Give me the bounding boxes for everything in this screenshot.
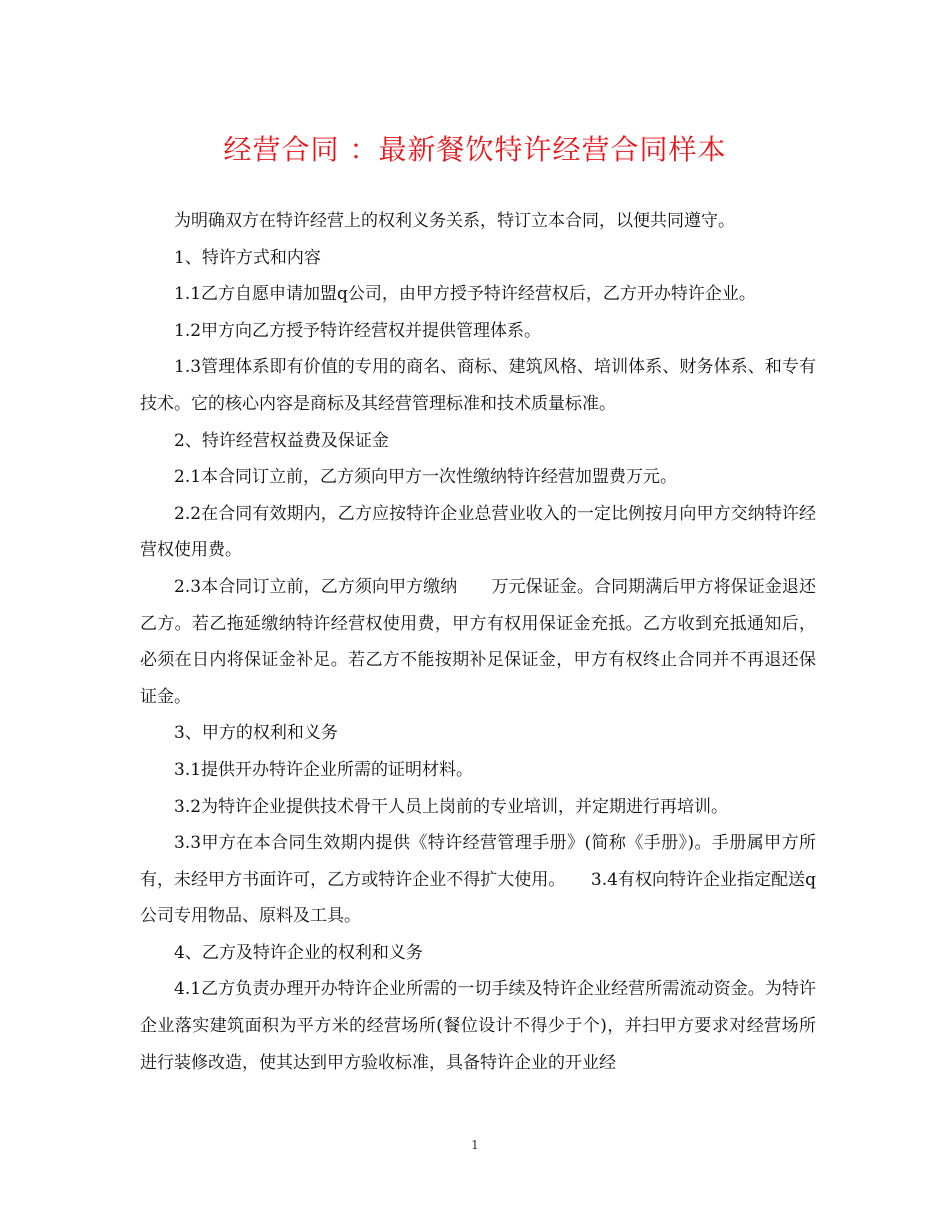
paragraph: 1.3管理体系即有价值的专用的商名、商标、建筑风格、培训体系、财务体系、和专有技术。它的核心内容是商标及其经营管理标准和技术质量标准。 bbox=[140, 357, 816, 414]
paragraph: 3.2为特许企业提供技术骨干人员上岗前的专业培训，并定期进行再培训。 bbox=[174, 796, 729, 817]
paragraph: 2.3本合同订立前，乙方须向甲方缴纳 万元保证金。合同期满后甲方将保证金退还乙方。若乙拖延缴纳特许经营权使用费，甲方有权用保证金充抵。乙方收到充抵通知后，必须在日内将保证金补足。若乙方不能按期补足保证金，甲方有权终止合同并不再退还保证金。 bbox=[140, 576, 816, 707]
section-heading: 3、甲方的权利和义务 bbox=[174, 723, 338, 744]
paragraph: 2.1本合同订立前，乙方须向甲方一次性缴纳特许经营加盟费万元。 bbox=[174, 467, 678, 488]
paragraph: 3.3甲方在本合同生效期内提供《特许经营管理手册》(简称《手册》)。手册属甲方所有，未经甲方书面许可，乙方或特许企业不得扩大使用。 3.4有权向特许企业指定配送q公司专用物品、原料及工具。 bbox=[140, 833, 816, 927]
paragraph: 1.1乙方自愿申请加盟q公司，由甲方授予特许经营权后，乙方开办特许企业。 bbox=[174, 284, 756, 305]
section-heading: 1、特许方式和内容 bbox=[174, 247, 321, 268]
paragraph: 3.1提供开办特许企业所需的证明材料。 bbox=[174, 759, 474, 780]
paragraph: 为明确双方在特许经营上的权利义务关系，特订立本合同，以便共同遵守。 bbox=[174, 211, 735, 231]
document-title: 经营合同 ：最新餐饮特许经营合同样本 bbox=[223, 133, 727, 166]
paragraph: 2.2在合同有效期内，乙方应按特许企业总营业收入的一定比例按月向甲方交纳特许经营权使用费。 bbox=[140, 503, 816, 561]
section-heading: 2、特许经营权益费及保证金 bbox=[174, 430, 389, 451]
document-body bbox=[140, 203, 816, 1081]
page-number: 1 bbox=[471, 1138, 479, 1152]
paragraph: 4.1乙方负责办理开办特许企业所需的一切手续及特许企业经营所需流动资金。为特许企业落实建筑面积为平方米的经营场所(餐位设计不得少于个)，并扫甲方要求对经营场所进行装修改造，使其达到甲方验收标准，具备特许企业的开业经 bbox=[140, 979, 816, 1073]
section-heading: 4、乙方及特许企业的权利和义务 bbox=[174, 942, 423, 963]
paragraph: 1.2甲方向乙方授予特许经营权并提供管理体系。 bbox=[174, 320, 542, 341]
